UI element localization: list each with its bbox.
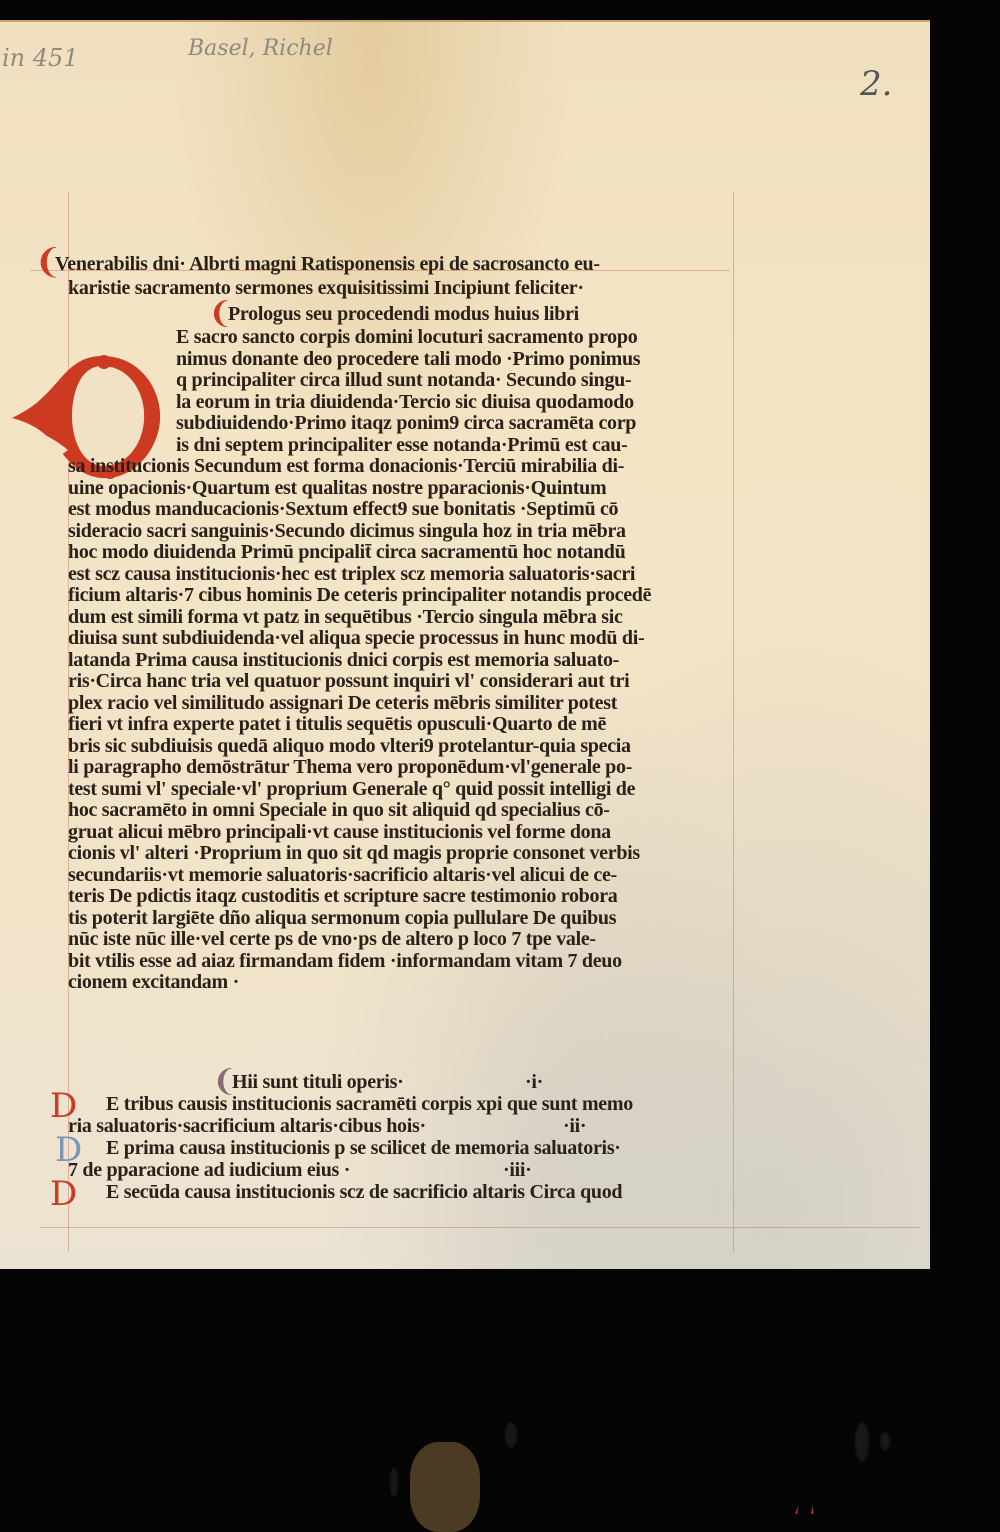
body-line: li paragrapho demōstrātur Thema vero proponēdum·vl'generale po- [68, 756, 633, 778]
lombard-initial-D-icon: D [55, 1130, 83, 1170]
toc-line: ria saluatoris·sacrificium altaris·cibus hois· [68, 1115, 426, 1137]
body-line: secundariis·vt memorie saluatoris·sacrificio altaris·vel alicui de ce- [68, 863, 617, 886]
body-line: cionem excitandam · [68, 971, 239, 993]
water-stain [410, 1442, 480, 1532]
title-line-2: karistie sacramento sermones exquisitissimi Incipiunt feliciter· [68, 277, 584, 299]
title-line-1: Venerabilis dni· Albrti magni Ratisponensis epi de sacrosancto eu- [55, 253, 600, 275]
body-line: plex racio vel similitudo assignari De ceteris mēbris similiter potest [68, 691, 618, 714]
catchword-mark [795, 1474, 819, 1514]
ink-stain [880, 1432, 890, 1450]
pencil-folio-number: 2. [860, 64, 893, 104]
body-line: cionis vl' alteri ·Proprium in quo sit qd magis proprie consonet verbis [68, 842, 640, 864]
lombard-initial-D-icon: D [50, 1174, 78, 1214]
body-line: bit vtilis esse ad aiaz firmandam fidem ·informandam vitam 7 deuo [68, 949, 622, 972]
body-line: tis poterit largiēte dño aliqua sermonum copia pullulare De quibus [68, 906, 617, 929]
body-line: subdiuidendo·Primo itaqz ponim9 circa sacramēta corp [176, 412, 637, 434]
manuscript-page [0, 20, 930, 1269]
body-line: ficium altaris·7 cibus hominis De ceteris principaliter notandis procedē [68, 584, 652, 606]
body-line: gruat alicui mēbro principali·vt cause institucionis vel forme dona [68, 820, 611, 843]
ruling-line-right [733, 192, 734, 1252]
titles-heading: Hii sunt tituli operis· [232, 1071, 404, 1093]
toc-number: ·ii· [563, 1115, 587, 1137]
body-line: hoc sacramēto in omni Speciale in quo sit aliquid qd specialius cō- [68, 799, 610, 821]
body-line: uine opacionis·Quartum est qualitas nostre pparacionis·Quintum [68, 476, 607, 499]
toc-line: E tribus causis institucionis sacramēti corpis xpi que sunt memo [106, 1093, 633, 1115]
body-line: bris sic subdiuisis quedā aliquo modo vlteri9 protelantur-quia specia [68, 734, 631, 757]
body-line: fieri vt infra experte patet i titulis sequētis opusculi·Quarto de mē [68, 713, 607, 735]
toc-line: E prima causa institucionis p se scilicet de memoria saluatoris· [106, 1137, 621, 1159]
body-line: la eorum in tria diuidenda·Tercio sic diuisa quodamodo [176, 390, 634, 413]
body-line: dum est simili forma vt patz in sequētibus ·Tercio singula mēbra sic [68, 605, 623, 628]
body-line: sa institucionis Secundum est forma donacionis·Terciū mirabilia di- [68, 455, 625, 477]
paragraph-mark-icon: ❨ [208, 296, 234, 331]
body-line: is dni septem principaliter esse notanda·Primū est cau- [176, 433, 628, 456]
prologue-heading: Prologus seu procedendi modus huius libri [228, 303, 579, 325]
pencil-printer-note: Basel, Richel [188, 36, 333, 61]
body-line: nūc iste nūc ille·vel certe ps de vno·ps de altero p loco 7 tpe vale- [68, 928, 596, 950]
body-line: est scz causa institucionis·hec est triplex scz memoria saluatoris·sacri [68, 562, 636, 585]
body-line: sideracio sacri sanguinis·Secundo dicimus singula hoz in tria mēbra [68, 519, 626, 542]
body-line: est modus manducacionis·Sextum effect9 sue bonitatis ·Septimū cō [68, 498, 619, 520]
paragraph-mark-icon: ❨ [212, 1064, 238, 1099]
body-line: teris De pdictis itaqz custoditis et scripture sacre testimonio robora [68, 885, 618, 907]
body-line: test sumi vl' speciale·vl' proprium Generale q° quid possit intelligi de [68, 777, 636, 800]
ink-stain [855, 1422, 869, 1462]
titles-heading-number: ·i· [525, 1071, 543, 1093]
body-line: E sacro sancto corpis domini locuturi sacramento propo [176, 326, 638, 348]
lombard-initial-D-icon: D [50, 1086, 78, 1126]
ink-stain [390, 1467, 398, 1497]
body-line: q principaliter circa illud sunt notanda· Secundo singu- [176, 369, 632, 391]
toc-line: E secūda causa institucionis scz de sacrificio altaris Circa quod [106, 1181, 623, 1203]
toc-line: 7 de pparacione ad iudicium eius · [68, 1159, 351, 1181]
body-line: nimus donante deo procedere tali modo ·Primo ponimus [176, 347, 641, 370]
body-line: latanda Prima causa institucionis dnici corpis est memoria saluato- [68, 648, 620, 671]
ruling-line-bottom [40, 1227, 920, 1228]
toc-number: ·iii· [503, 1159, 532, 1181]
body-line: hoc modo diuidenda Primū pncipalit̄ circa sacramentū hoc notandū [68, 541, 626, 563]
ink-stain [505, 1422, 517, 1448]
body-line: diuisa sunt subdiuidenda·vel aliqua specie processus in hunc modū di- [68, 627, 645, 649]
pencil-shelfmark: in 451 [2, 44, 79, 72]
body-line: ris·Circa hanc tria vel quatuor possunt inquiri vl' considerari aut tri [68, 670, 630, 692]
paragraph-mark-icon: ❨ [34, 242, 63, 282]
